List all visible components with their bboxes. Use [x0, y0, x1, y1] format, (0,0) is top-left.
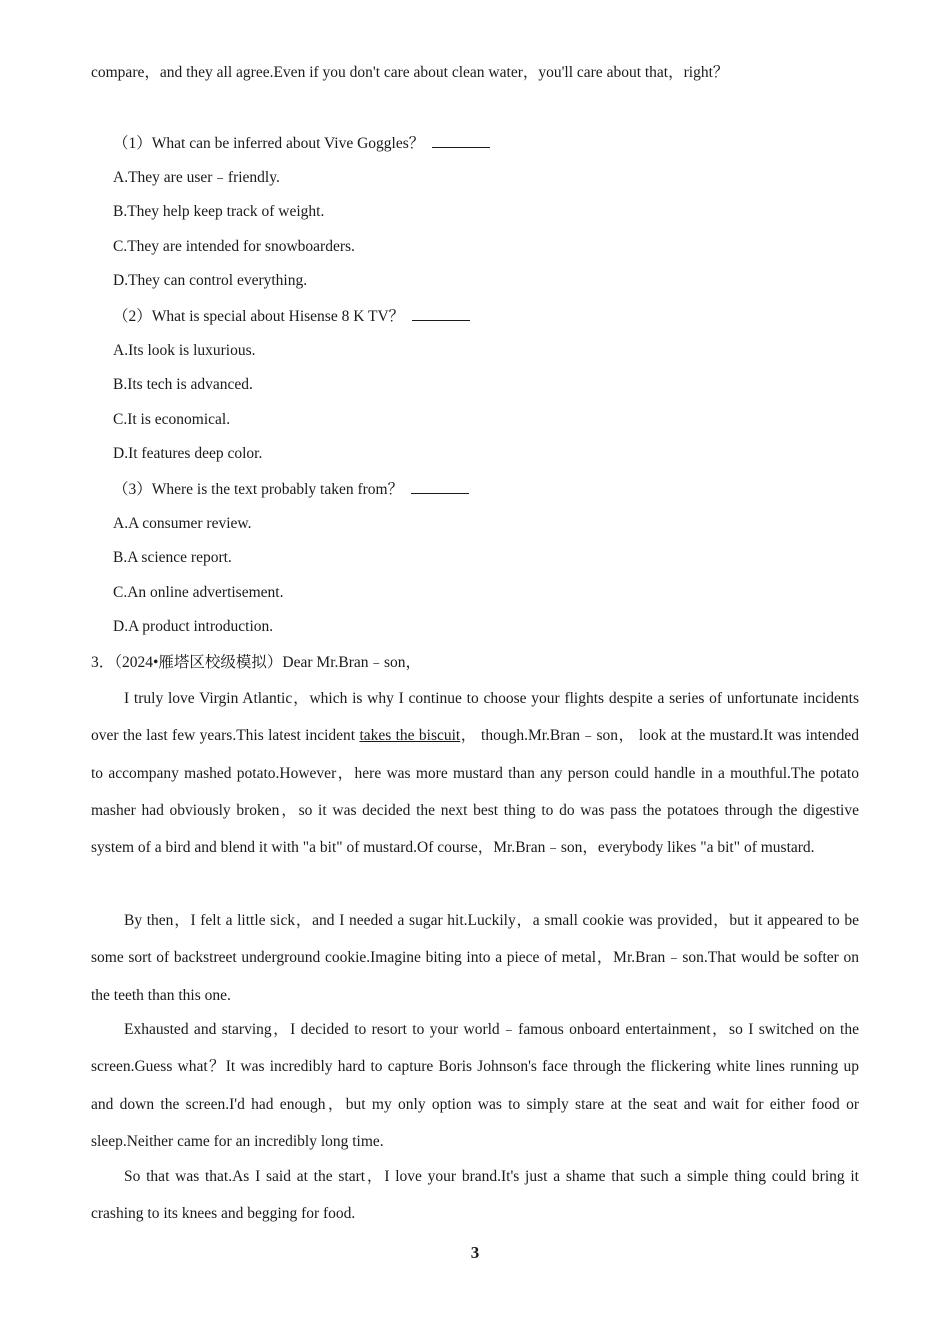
question-2-stem-text: （2）What is special about Hisense 8 K TV？ — [113, 308, 405, 325]
passage-3-header: 3．（2024•雁塔区校级模拟）Dear Mr.Bran﹣son， — [91, 654, 422, 671]
question-1-option-b: B.They help keep track of weight. — [113, 203, 325, 220]
paragraph-1-text-end: ， though.Mr.Bran﹣son， look at the mustard.It was intended to accompany mashed potato.However，here was more mustard than any person could handle in a mouthful.The potato masher had obviously broken，so it was decided the next best thing to do was pass the potatoes through the digestive system of a bird and blend it with "a bit" of mustard.Of course，Mr.Bran﹣son，everybody likes "a bit" of mustard. — [91, 727, 859, 857]
question-3-option-b: B.A science report. — [113, 549, 232, 566]
question-1-option-c: C.They are intended for snowboarders. — [113, 238, 355, 255]
paragraph-1-text-start: I truly love Virgin Atlantic，which is why I continue to choose your flights despite a series of unfortunate incidents over the last few years.This latest incident — [91, 690, 859, 745]
answer-blank-3[interactable] — [411, 479, 469, 494]
question-2-option-d: D.It features deep color. — [113, 445, 263, 462]
question-2-stem — [113, 306, 470, 327]
question-3-option-d: D.A product introduction. — [113, 618, 274, 635]
question-1-option-a: A.They are user﹣friendly. — [113, 169, 280, 186]
question-1-option-d: D.They can control everything. — [113, 272, 308, 289]
answer-blank-2[interactable] — [412, 306, 470, 321]
question-3-option-c: C.An online advertisement. — [113, 584, 284, 601]
passage-3-paragraph-4: So that was that.As I said at the start，I love your brand.It's just a shame that such a simple thing could bring it crashing to its knees and begging for food. — [91, 1168, 859, 1223]
page-number: 3 — [470, 1243, 480, 1262]
underlined-phrase: takes the biscuit — [359, 727, 461, 745]
intro-tail-text: compare，and they all agree.Even if you don't care about clean water，you'll care about that，right？ — [91, 64, 729, 81]
question-1-stem — [113, 133, 490, 154]
question-3-stem-text: （3）Where is the text probably taken from？ — [113, 481, 404, 498]
question-3-option-a: A.A consumer review. — [113, 515, 252, 532]
question-3-stem — [113, 479, 469, 500]
question-1-stem-text: （1）What can be inferred about Vive Goggles？ — [113, 135, 425, 152]
answer-blank-1[interactable] — [432, 133, 490, 148]
passage-3-paragraph-3: Exhausted and starving，I decided to resort to your world﹣famous onboard entertainment，so I switched on the screen.Guess what？It was incredibly hard to capture Boris Johnson's face through the flickering white lines running up and down the screen.I'd had enough，but my only option was to simply stare at the seat and wait for either food or sleep.Neither came for an incredibly long time. — [91, 1021, 859, 1150]
question-2-option-a: A.Its look is luxurious. — [113, 342, 256, 359]
question-2-option-b: B.Its tech is advanced. — [113, 376, 253, 393]
question-2-option-c: C.It is economical. — [113, 411, 231, 428]
passage-3-paragraph-1 — [91, 680, 859, 866]
passage-3-paragraph-2: By then，I felt a little sick，and I needed a sugar hit.Luckily，a small cookie was provided，but it appeared to be some sort of backstreet underground cookie.Imagine biting into a piece of metal，Mr.Bran﹣son.That would be softer on the teeth than this one. — [91, 912, 859, 1004]
